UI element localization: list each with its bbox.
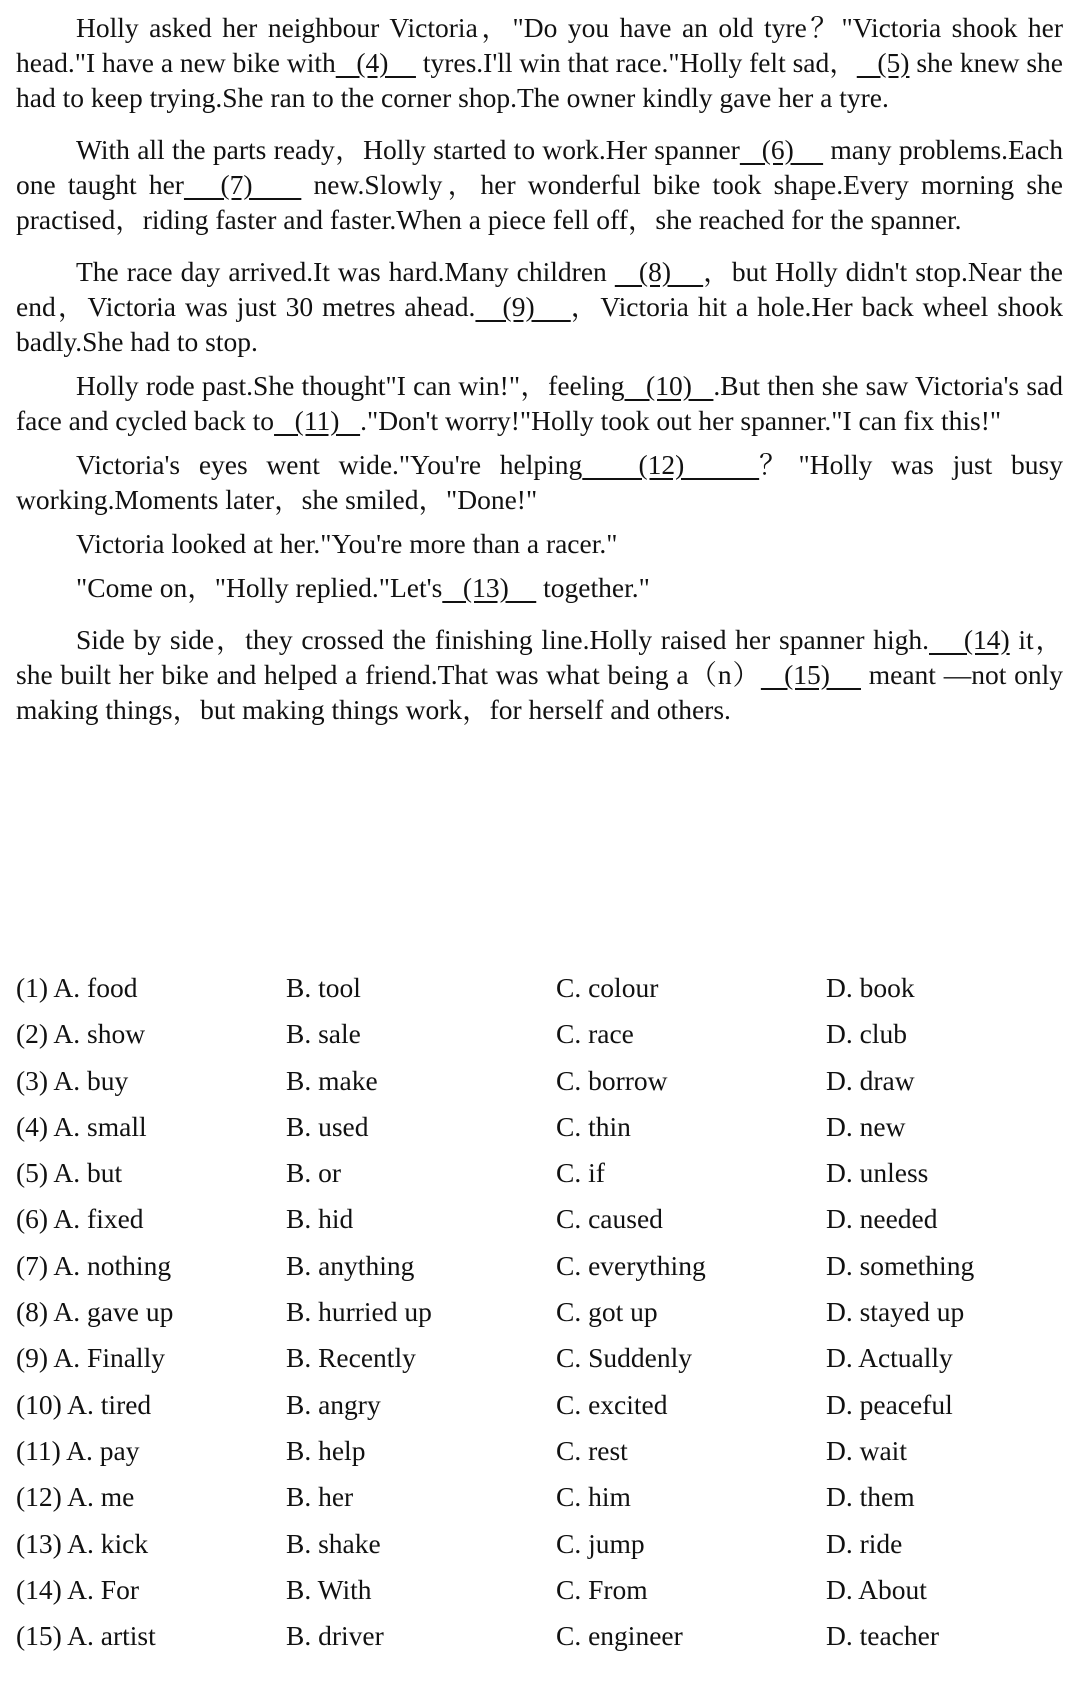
option-c: C. him [556, 1481, 631, 1513]
option-row [16, 1058, 1063, 1104]
blank-5: (5) [856, 47, 910, 78]
option-d: D. book [826, 972, 915, 1003]
option-a: (7) A. nothing [16, 1249, 172, 1281]
option-d: D. About [826, 1573, 927, 1605]
option-d: D. stayed up [826, 1296, 965, 1328]
option-b: B. driver [286, 1620, 384, 1652]
blank-4: (4) [335, 47, 416, 78]
option-d: D. ride [826, 1527, 903, 1559]
option-a: (14) A. For [16, 1573, 139, 1605]
option-b: B. hurried up [286, 1296, 432, 1328]
passage-text: Holly rode past.She thought"I can win!"，feeling [76, 370, 625, 401]
blank-6: (6) [739, 134, 824, 165]
option-b: B. tool [286, 972, 361, 1003]
option-c: C. From [556, 1573, 648, 1605]
option-row [16, 1289, 1063, 1335]
passage-text: meant —not only making things，but making things work，for herself and others. [16, 659, 1063, 725]
option-b: B. used [286, 1110, 369, 1142]
paragraph [16, 447, 1063, 517]
option-c: C. everything [556, 1249, 706, 1281]
option-d: D. teacher [826, 1620, 939, 1652]
passage-text: Holly asked her neighbour Victoria，"Do you have an old tyre？"Victoria shook her head."I have a new bike with [16, 12, 1063, 78]
option-row [16, 1196, 1063, 1242]
blank-8: (8) [614, 256, 704, 287]
option-c: C. borrow [556, 1064, 668, 1096]
option-a: (12) A. me [16, 1481, 135, 1513]
passage-text: she knew she had to keep trying.She ran to the corner shop.The owner kindly gave her a tyre. [16, 47, 1063, 113]
passage-text: With all the parts ready，Holly started to work.Her spanner [76, 134, 740, 165]
passage-text: The race day arrived.It was hard.Many children [76, 256, 615, 287]
option-a: (3) A. buy [16, 1064, 129, 1096]
option-row [16, 1613, 1063, 1659]
option-a: (13) A. kick [16, 1527, 149, 1559]
paragraph [16, 254, 1063, 359]
passage-text: many problems.Each one taught her [16, 134, 1063, 200]
option-b: B. make [286, 1064, 378, 1096]
option-row [16, 1243, 1063, 1289]
option-d: D. new [826, 1110, 906, 1142]
option-b: B. angry [286, 1388, 381, 1420]
option-b: B. sale [286, 1018, 361, 1050]
option-row [16, 1104, 1063, 1150]
passage-text: it，she built her bike and helped a friend.That was what being a（n） [16, 624, 1064, 690]
option-c: C. Suddenly [556, 1342, 692, 1374]
passage-text: together." [536, 572, 650, 603]
option-b: B. With [286, 1573, 372, 1605]
option-a: (6) A. fixed [16, 1203, 144, 1235]
option-d: D. peaceful [826, 1388, 953, 1420]
passage-text: Victoria's eyes went wide."You're helping [76, 449, 583, 480]
option-c: C. rest [556, 1434, 628, 1466]
option-c: C. if [556, 1157, 605, 1189]
option-d: D. unless [826, 1157, 929, 1189]
paragraph [16, 368, 1063, 438]
paragraph [16, 132, 1063, 237]
passage-text: ."Don't worry!"Holly took out her spanner."I can fix this!" [360, 405, 1002, 436]
option-row [16, 1382, 1063, 1428]
paragraph [16, 570, 1063, 605]
paragraph [16, 0, 1063, 115]
blank-9: (9) [475, 291, 571, 322]
blank-7: (7) [183, 169, 302, 200]
option-d: D. draw [826, 1064, 915, 1096]
passage-text: Victoria looked at her."You're more than a racer." [76, 528, 618, 559]
option-b: B. shake [286, 1527, 381, 1559]
passage-text: tyres.I'll win that race."Holly felt sad， [415, 47, 857, 78]
option-a: (15) A. artist [16, 1620, 156, 1652]
option-c: C. engineer [556, 1620, 683, 1652]
passage-text: new.Slowly，her wonderful bike took shape.Every morning she practised，riding faster and faster.When a piece fell off，she reached for the spanner. [16, 169, 1063, 235]
option-c: C. caused [556, 1203, 663, 1235]
blank-15: (15) [760, 659, 861, 690]
option-d: D. Actually [826, 1342, 953, 1374]
option-b: B. help [286, 1434, 366, 1466]
paragraph [16, 526, 1063, 561]
option-d: D. them [826, 1481, 915, 1513]
option-c: C. jump [556, 1527, 645, 1559]
answer-options [16, 965, 1063, 1659]
option-b: B. anything [286, 1249, 415, 1281]
option-d: D. needed [826, 1203, 938, 1235]
passage-text: ，Victoria hit a hole.Her back wheel shook badly.She had to stop. [16, 291, 1063, 357]
option-a: (2) A. show [16, 1018, 146, 1050]
option-a: (10) A. tired [16, 1388, 152, 1420]
option-row [16, 1474, 1063, 1520]
option-row [16, 1150, 1063, 1196]
option-a: (8) A. gave up [16, 1296, 174, 1328]
passage-text: .But then she saw Victoria's sad face and cycled back to [16, 370, 1063, 436]
cloze-passage [16, 0, 1063, 727]
option-row [16, 1567, 1063, 1613]
option-row [16, 1011, 1063, 1057]
option-a: (9) A. Finally [16, 1342, 165, 1374]
passage-text: ？"Holly was just busy working.Moments later，she smiled，"Done!" [16, 449, 1063, 515]
option-c: C. colour [556, 972, 659, 1003]
option-row [16, 1521, 1063, 1567]
blank-13: (13) [442, 572, 537, 603]
passage-text: Side by side，they crossed the finishing line.Holly raised her spanner high. [76, 624, 929, 655]
option-row [16, 1428, 1063, 1474]
option-c: C. got up [556, 1296, 658, 1328]
blank-11: (11) [274, 405, 361, 436]
option-b: B. hid [286, 1203, 354, 1235]
option-b: B. or [286, 1157, 341, 1189]
option-d: D. club [826, 1018, 907, 1050]
option-b: B. her [286, 1481, 354, 1513]
passage-text: ，but Holly didn't stop.Near the end，Victoria was just 30 metres ahead. [16, 256, 1063, 322]
option-c: C. race [556, 1018, 634, 1050]
option-row [16, 1335, 1063, 1381]
option-a: (4) A. small [16, 1110, 147, 1142]
option-d: D. something [826, 1249, 975, 1281]
blank-14: (14) [929, 624, 1010, 655]
passage-text: "Come on，"Holly replied."Let's [76, 572, 443, 603]
option-a: (11) A. pay [16, 1434, 140, 1466]
blank-10: (10) [624, 370, 714, 401]
blank-12: (12) [582, 449, 760, 480]
option-a: (1) A. food [16, 972, 138, 1003]
option-a: (5) A. but [16, 1157, 123, 1189]
paragraph [16, 622, 1063, 727]
option-c: C. thin [556, 1110, 631, 1142]
option-row [16, 965, 1063, 1011]
option-d: D. wait [826, 1434, 907, 1466]
option-b: B. Recently [286, 1342, 416, 1374]
option-c: C. excited [556, 1388, 668, 1420]
